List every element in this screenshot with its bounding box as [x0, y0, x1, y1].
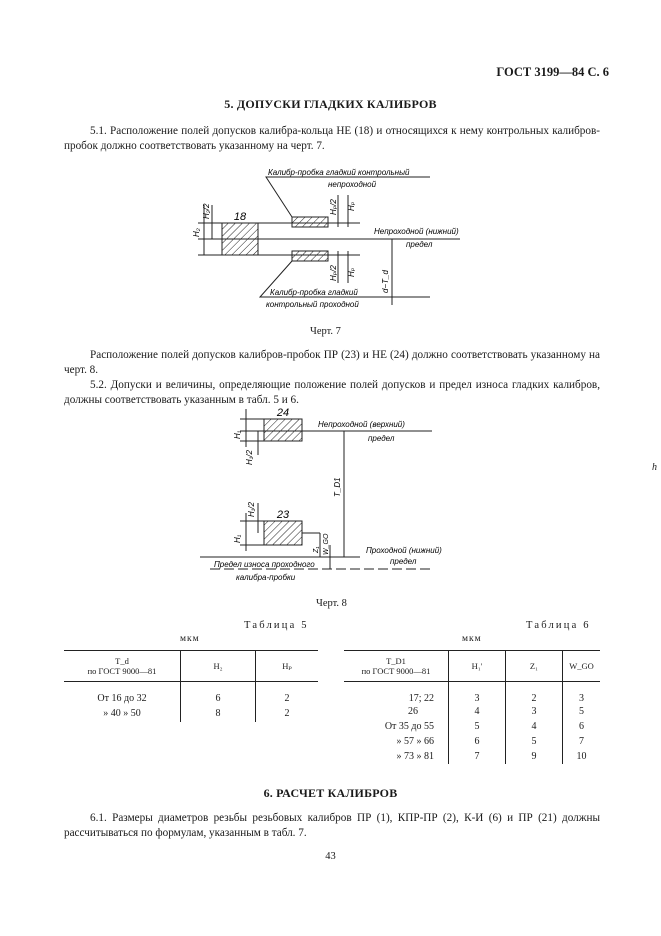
fig7-label-bottom-1: Калибр-пробка гладкий: [270, 288, 358, 297]
dim-hp-half-bottom: Hₚ/2: [329, 265, 338, 281]
dim-d-td: d−T_d: [381, 270, 390, 293]
page-number: 43: [325, 851, 336, 862]
section-6-title: 6. РАСЧЕТ КАЛИБРОВ: [263, 786, 398, 800]
fig7-label-top-2: непроходной: [328, 180, 377, 189]
control-plug-go-field: [292, 251, 328, 261]
table-cell: 4: [449, 704, 506, 719]
part-number-23: 23: [276, 509, 290, 521]
table-cell: 9: [506, 749, 563, 764]
figure-7-diagram: [180, 165, 480, 315]
table-5-caption: Таблица 5: [244, 620, 309, 631]
table-cell: 2: [256, 704, 319, 722]
table-cell: » 57 » 66: [396, 736, 434, 747]
table-6-caption: Таблица 6: [526, 620, 591, 631]
table-5-unit: мкм: [180, 634, 200, 644]
table-5-header-td: T_d по ГОСТ 9000—81: [64, 651, 181, 682]
dim-td1: T_D1: [333, 477, 342, 497]
dim-h1-bottom: H₁: [233, 534, 242, 543]
table-6-header-wgo: W_GO: [563, 651, 601, 682]
figure-8-diagram: [200, 405, 445, 585]
dim-h1-top: H₁: [233, 430, 242, 439]
part-number-24: 24: [276, 407, 290, 419]
table-cell: 6: [181, 682, 256, 705]
table-cell: 6: [449, 734, 506, 749]
table-cell: 5: [449, 719, 506, 734]
gauge-24-field: [264, 419, 302, 441]
dim-h2: H₂: [192, 228, 201, 237]
table-cell: 17; 22: [408, 693, 434, 704]
dim-hp-bottom: Hₚ: [347, 267, 356, 277]
dim-h1-half-bottom: H₁/2: [247, 502, 256, 517]
table-6-header-h1: H₁': [449, 651, 506, 682]
table-cell: » 73 » 81: [396, 751, 434, 762]
table-6-unit: мкм: [462, 634, 482, 644]
dim-hp-top: Hₚ: [347, 201, 356, 211]
table-cell: 3: [506, 704, 563, 719]
paragraph-6-1: 6.1. Размеры диаметров резьбы резьбовых калибров ПР (1), КПР-ПР (2), К-И (6) и ПР (21) должны рассчитываться по формулам, указанным в табл. 7.: [64, 812, 600, 839]
section-5-title: 5. ДОПУСКИ ГЛАДКИХ КАЛИБРОВ: [224, 97, 437, 111]
gauge-18-field: [222, 223, 258, 255]
document-reference: ГОСТ 3199—84 С. 6: [496, 65, 609, 79]
table-row: [344, 704, 600, 719]
fig7-label-right-2: предел: [406, 240, 433, 249]
fig8-label-top-2: предел: [368, 434, 395, 443]
table-cell: 6: [563, 719, 601, 734]
table-row: [64, 682, 318, 705]
table-6-header-td1: T_D1 по ГОСТ 9000—81: [344, 651, 449, 682]
table-cell: 3: [563, 682, 601, 705]
paragraph-5-2: 5.2. Допуски и величины, определяющие положение полей допусков и предел износа гладких калибров, должны соответствовать указанным в табл. 5 и 6.: [64, 379, 600, 406]
table-row: [344, 734, 600, 749]
dim-h1-half-top: H₁/2: [245, 450, 254, 465]
table-5: [64, 650, 318, 722]
table-row: [64, 704, 318, 722]
table-cell: 2: [256, 682, 319, 705]
paragraph-5-1-cont: Расположение полей допусков калибров-пробок ПР (23) и НЕ (24) должно соответствовать указанному на черт. 8.: [64, 349, 600, 376]
table-cell: 4: [506, 719, 563, 734]
table-cell: 3: [449, 682, 506, 705]
part-number-18: 18: [233, 211, 247, 223]
fig8-label-mid-1: Проходной (нижний): [366, 546, 442, 555]
fig8-label-bottom-2: калибра-пробки: [236, 573, 296, 582]
table-cell: 10: [563, 749, 601, 764]
table-row: [344, 749, 600, 764]
table-6-header-z1: Z₁: [506, 651, 563, 682]
table-5-header-hp: Hₚ: [256, 651, 319, 682]
table-cell: От 35 до 55: [384, 721, 434, 732]
fig8-label-mid-2: предел: [390, 557, 417, 566]
table-cell: 2: [506, 682, 563, 705]
figure-8-caption: Черт. 8: [316, 598, 347, 609]
table-5-header-h2: H₂: [181, 651, 256, 682]
fig7-label-right-1: Непроходной (нижний): [374, 227, 459, 236]
figure-7-caption: Черт. 7: [310, 326, 341, 337]
dim-wgo: W_GO: [323, 533, 330, 555]
fig8-label-top-1: Непроходной (верхний): [318, 420, 405, 429]
dim-h2-half: H₂/2: [202, 203, 211, 219]
table-cell: 26: [408, 706, 418, 717]
fig7-label-bottom-2: контрольный проходной: [266, 300, 359, 309]
table-6: [344, 650, 600, 764]
dim-z1: Z₁: [313, 546, 320, 553]
table-cell: 5: [563, 704, 601, 719]
table-cell: 7: [563, 734, 601, 749]
table-cell: 8: [181, 704, 256, 722]
table-row: [344, 719, 600, 734]
gauge-23-field: [264, 521, 302, 545]
table-cell: 7: [449, 749, 506, 764]
table-cell: » 40 » 50: [103, 707, 141, 719]
table-cell: От 16 до 32: [97, 693, 147, 704]
table-cell: 5: [506, 734, 563, 749]
fig7-label-top-1: Калибр-пробка гладкий контрольный: [268, 168, 410, 177]
table-row: [344, 682, 600, 705]
margin-mark: h: [652, 462, 657, 473]
paragraph-5-1: 5.1. Расположение полей допусков калибра-кольца НЕ (18) и относящихся к нему контрольных калибров-пробок должно соответствовать указанному на черт. 7.: [64, 125, 600, 152]
control-plug-no-go-field: [292, 217, 328, 227]
fig8-label-bottom-1: Предел износа проходного: [214, 560, 315, 569]
dim-hp-half-top: Hₚ/2: [329, 199, 338, 215]
